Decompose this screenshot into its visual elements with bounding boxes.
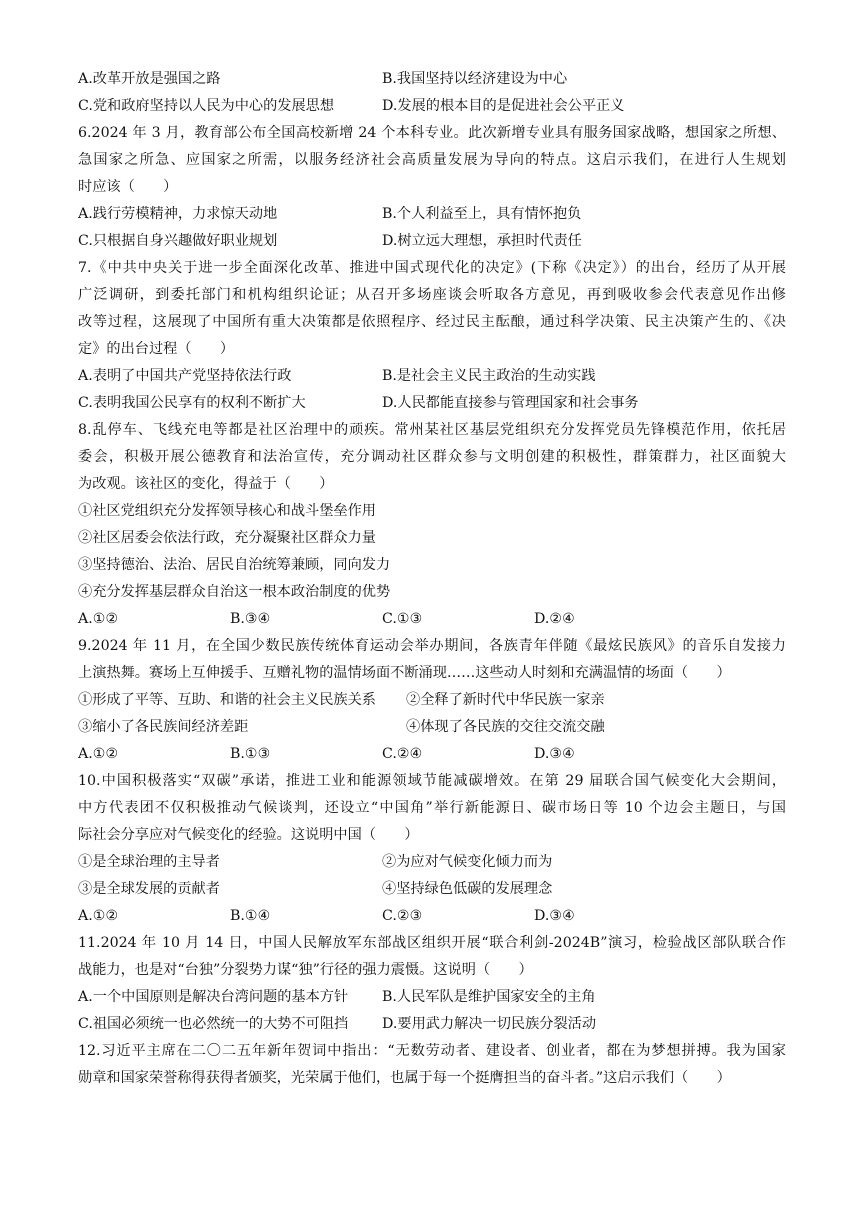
q8-statement: ②社区居委会依法行政，充分凝聚社区群众力量 [78,530,376,546]
q8-option-b[interactable]: B.③④ [230,611,271,627]
q8-option-a[interactable]: A.①② [78,611,119,627]
q9-statement-4: ④体现了各民族的交往交流交融 [406,719,605,735]
q11-option-d[interactable]: D.要用武力解决一切民族分裂活动 [382,1016,597,1032]
q10-statement-4: ④坚持绿色低碳的发展理念 [382,881,553,897]
q11-options-row-2 [78,1011,786,1038]
q5-option-d[interactable]: D.发展的根本目的是促进社会公平正义 [382,98,625,114]
q6-option-d[interactable]: D.树立远大理想，承担时代责任 [382,233,582,249]
q7-option-c[interactable]: C.表明我国公民享有的权利不断扩大 [78,395,306,411]
q10-statement-3: ③是全球发展的贡献者 [78,881,220,897]
q9-option-b[interactable]: B.①③ [230,746,271,762]
q9-statement-2: ②全释了新时代中华民族一家亲 [406,692,605,708]
q11-options-row-1 [78,984,786,1011]
q6-option-a[interactable]: A.践行劳模精神，力求惊天动地 [78,206,278,222]
q6-stem-line: 时应该（ ） [78,179,178,195]
q10-option-c[interactable]: C.②③ [382,908,423,924]
q7-option-b[interactable]: B.是社会主义民主政治的生动实践 [382,368,596,384]
q5-options-row-2 [78,93,786,120]
q6-option-c[interactable]: C.只根据自身兴趣做好职业规划 [78,233,278,249]
q9-stem-line: 上演热舞。赛场上互伸援手、互赠礼物的温情场面不断涌现……这些动人时刻和充满温情的场面（ ） [78,665,731,681]
q6-options-row-1 [78,201,786,228]
q10-option-a[interactable]: A.①② [78,908,119,924]
q10-statement-1: ①是全球治理的主导者 [78,854,220,870]
q5-option-c[interactable]: C.党和政府坚持以人民为中心的发展思想 [78,98,335,114]
q8-options-row [78,606,786,633]
q7-option-d[interactable]: D.人民都能直接参与管理国家和社会事务 [382,395,639,411]
q5-option-a[interactable]: A.改革开放是强国之路 [78,71,221,87]
q9-statement-1: ①形成了平等、互助、和谐的社会主义民族关系 [78,692,376,708]
q7-stem-line: 7.《中共中央关于进一步全面深化改革、推进中国式现代化的决定》(下称《决定》）的出台，经历了从开展 [78,260,786,276]
q11-option-c[interactable]: C.祖国必须统一也必然统一的大势不可阻挡 [78,1016,349,1032]
q5-options-row-1 [78,66,786,93]
q9-stem-line: 9.2024 年 11 月，在全国少数民族传统体育运动会举办期间，各族青年伴随《最炫民族风》的音乐自发接力 [78,638,786,654]
q9-option-a[interactable]: A.①② [78,746,119,762]
q7-options-row-2 [78,390,786,417]
q10-stem-line: 10.中国积极落实“双碳”承诺，推进工业和能源领域节能减碳增效。在第 29 届联合国气候变化大会期间， [78,773,786,789]
q9-statements-row-1 [78,687,786,714]
q6-option-b[interactable]: B.个人利益至上，具有情怀抱负 [382,206,582,222]
q10-stem-line: 际社会分享应对气候变化的经验。这说明中国（ ） [78,827,419,843]
q6-options-row-2 [78,228,786,255]
q12-stem-line: 12.习近平主席在二〇二五年新年贺词中指出：“无数劳动者、建设者、创业者，都在为梦想拼搏。我为国家 [78,1043,786,1059]
q8-stem-line: 为改观。该社区的变化，得益于（ ） [78,476,334,492]
q10-statements-row-2 [78,876,786,903]
q9-statement-3: ③缩小了各民族间经济差距 [78,719,249,735]
q12-stem-line: 勋章和国家荣誉称得获得者颁奖，光荣属于他们，也属于每一个挺膺担当的奋斗者。”这启示我们（ ） [78,1070,731,1086]
q7-stem-line: 改等过程，这展现了中国所有重大决策都是依照程序、经过民主酝酿，通过科学决策、民主决策产生的、《决 [78,314,786,330]
q8-statement: ③坚持德治、法治、居民自治统筹兼顾，同向发力 [78,557,391,573]
q8-option-c[interactable]: C.①③ [382,611,423,627]
q8-statement: ①社区党组织充分发挥领导核心和战斗堡垒作用 [78,503,376,519]
q9-statements-row-2 [78,714,786,741]
q6-stem-line: 急国家之所急、应国家之所需，以服务经济社会高质量发展为导向的特点。这启示我们，在进行人生规划 [78,152,786,168]
q7-options-row-1 [78,363,786,390]
q7-stem-line: 广泛调研，到委托部门和机构组织论证；从召开多场座谈会听取各方意见，再到吸收参会代表意见作出修 [78,287,786,303]
q10-stem-line: 中方代表团不仅积极推动气候谈判，还设立“中国角”举行新能源日、碳市场日等 10 个边会主题日，与国 [78,800,786,816]
q10-option-d[interactable]: D.③④ [534,908,575,924]
q10-statement-2: ②为应对气候变化倾力而为 [382,854,553,870]
q11-option-a[interactable]: A.一个中国原则是解决台湾问题的基本方针 [78,989,349,1005]
q5-option-b[interactable]: B.我国坚持以经济建设为中心 [382,71,568,87]
q7-option-a[interactable]: A.表明了中国共产党坚持依法行政 [78,368,292,384]
q8-stem-line: 8.乱停车、飞线充电等都是社区治理中的顽疾。常州某社区基层党组织充分发挥党员先锋模范作用，依托居 [78,422,786,438]
q6-stem-line: 6.2024 年 3 月，教育部公布全国高校新增 24 个本科专业。此次新增专业具有服务国家战略，想国家之所想、 [78,125,786,141]
q9-option-d[interactable]: D.③④ [534,746,575,762]
q7-stem-line: 定》的出台过程（ ） [78,341,235,357]
q8-option-d[interactable]: D.②④ [534,611,575,627]
q9-option-c[interactable]: C.②④ [382,746,423,762]
q10-options-row [78,903,786,930]
q11-option-b[interactable]: B.人民军队是维护国家安全的主角 [382,989,596,1005]
q11-stem-line: 战能力，也是对“台独”分裂势力谋“独”行径的强力震慑。这说明（ ） [78,962,533,978]
q10-option-b[interactable]: B.①④ [230,908,271,924]
q11-stem-line: 11.2024 年 10 月 14 日，中国人民解放军东部战区组织开展“联合利剑-2024B”演习，检验战区部队联合作 [78,935,786,951]
q8-stem-line: 委会，积极开展公德教育和法治宣传，充分调动社区群众参与文明创建的积极性，群策群力，社区面貌大 [78,449,786,465]
q9-options-row [78,741,786,768]
exam-page [78,66,786,1092]
q10-statements-row-1 [78,849,786,876]
q8-statement: ④充分发挥基层群众自治这一根本政治制度的优势 [78,584,391,600]
